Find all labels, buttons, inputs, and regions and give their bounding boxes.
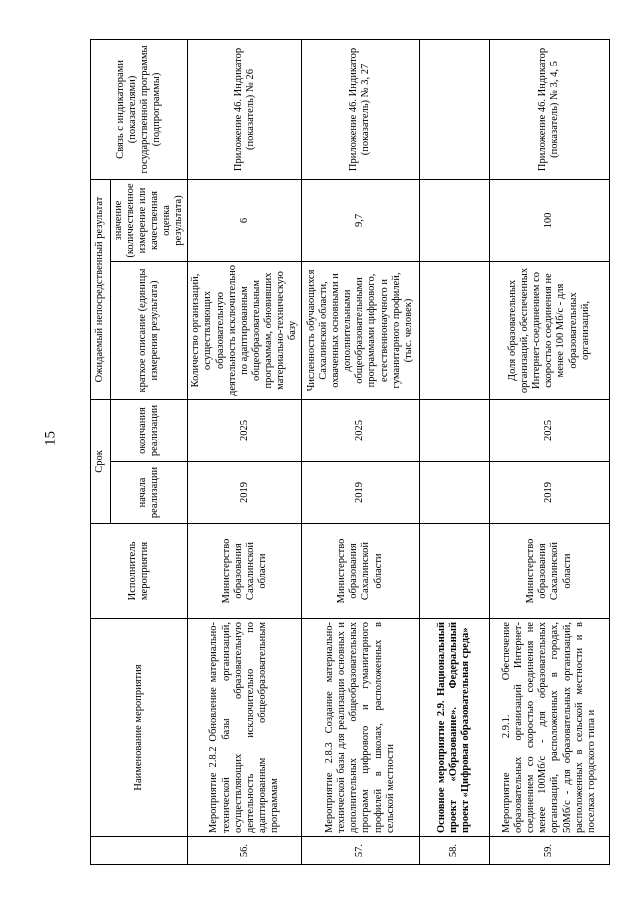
row-number: 57. [301,837,419,865]
row-result-value [419,179,489,261]
row-result-desc [419,261,489,399]
row-result-value: 9,7 [301,179,419,261]
row-name: Мероприятие 2.8.3 Создание материально-технической базы для реализации основных и дополнительных общеобразовательных программ цифрового и гуманитарного профилей в школах, расположенных в сельской местности [301,619,419,837]
header-result-desc: краткое описание (единицы измерения результата) [111,261,188,399]
row-end [419,399,489,461]
row-end: 2025 [301,399,419,461]
header-term: Срок [91,399,111,523]
row-name: Мероприятие 2.8.2 Обновление материально-технической базы организаций, осуществляющих образовательную деятельность исключительно по адаптированным общеобразовательным программам [188,619,302,837]
header-result-value: значение (количественное измерение или качественная оценка результата) [111,179,188,261]
table-row [489,39,609,864]
header-name: Наименование мероприятия [91,619,188,837]
row-link: Приложение 46. Индикатор (показатель) № 3, 4, 5 [489,39,609,179]
row-number: 58. [419,837,489,865]
row-executor: Министерство образования Сахалинской области [301,524,419,619]
row-number: 59. [489,837,609,865]
page-number: 15 [42,431,59,446]
row-name: Мероприятие 2.9.1. Обеспечение образовательных организаций Интернет-соединением со скоростью соединения не менее 100Мб/с - для образовательных организаций, расположенных в городах, 50Мб/c - для образовательных организаций, расположенных в сельской местности и в поселках городского типа и [489,619,609,837]
row-link: Приложение 46. Индикатор (показатель) № 3, 27 [301,39,419,179]
table-row [419,39,489,864]
row-executor [419,524,489,619]
header-term-start: начала реализации [111,462,188,524]
row-result-desc: Численность обучающихся Сахалинской области, охваченных основными и дополнительными общеобразовательными программами цифрового, естественнонаучного и гуманитарного профилей, (тыс. человек) [301,261,419,399]
row-end: 2025 [188,399,302,461]
header-executor: Исполнитель мероприятия [91,524,188,619]
row-start: 2019 [188,462,302,524]
row-result-value: 6 [188,179,302,261]
row-result-desc: Доля образовательных организаций, обеспеченных Интернет-соединением со скоростью соединения не менее 100 Мб/с - для образовательных организаций, [489,261,609,399]
row-link [419,39,489,179]
header-number [91,837,188,865]
row-end: 2025 [489,399,609,461]
header-link: Связь с индикаторами (показателями) государственной программы (подпрограммы) [91,39,188,179]
row-start: 2019 [301,462,419,524]
row-name: Основное мероприятие 2.9. Национальный проект «Образование». Федеральный проект «Цифровая образовательная среда» [419,619,489,837]
row-start: 2019 [489,462,609,524]
rotated-table-container [90,40,597,865]
row-number: 56. [188,837,302,865]
header-result: Ожидаемый непосредственный результат [91,179,111,399]
row-start [419,462,489,524]
measures-table [90,39,610,865]
table-row [188,39,302,864]
table-row [301,39,419,864]
row-result-desc: Количество организаций, осуществляющих образовательную деятельность исключительно по адаптированным общеобразовательным программам, обновивших материально-техническую базу [188,261,302,399]
header-term-end: окончания реализации [111,399,188,461]
row-executor: Министерство образования Сахалинской области [489,524,609,619]
row-result-value: 100 [489,179,609,261]
row-executor: Министерство образования Сахалинской области [188,524,302,619]
row-link: Приложение 46. Индикатор (показатель) № 26 [188,39,302,179]
